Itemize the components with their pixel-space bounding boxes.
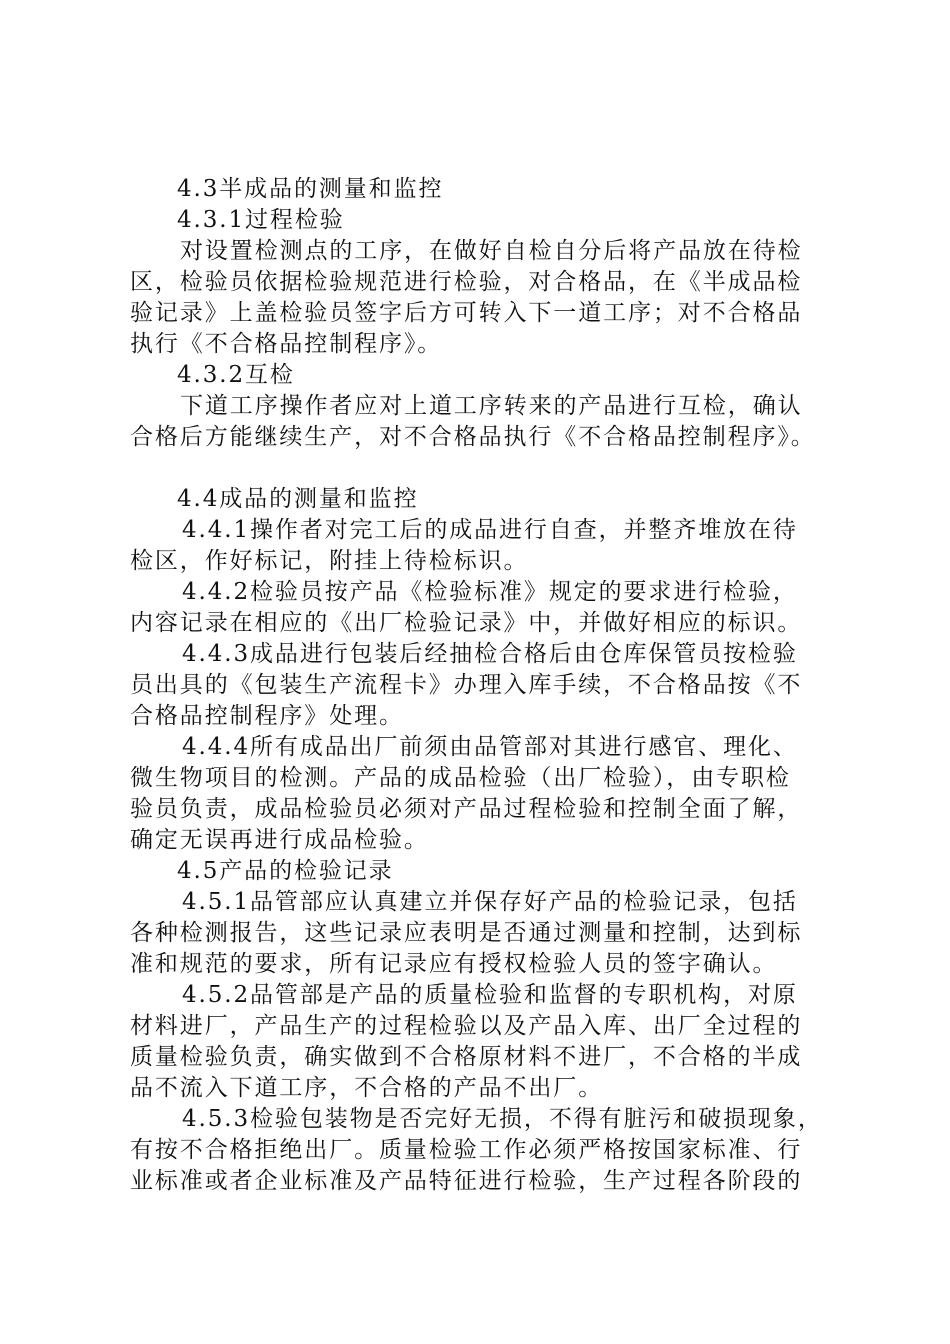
- paragraph-line: 区，检验员依据检验规范进行检验，对合格品，在《半成品检: [130, 269, 803, 295]
- paragraph-line: 验记录》上盖检验员签字后方可转入下一道工序；对不合格品: [130, 300, 803, 326]
- paragraph-line: 验员负责，成品检验员必须对产品过程检验和控制全面了解，: [130, 796, 803, 822]
- paragraph-line: 4.4.3成品进行包装后经抽检合格后由仓库保管员按检验: [182, 641, 798, 667]
- paragraph-line: 质量检验负责，确实做到不合格原材料不进厂，不合格的半成: [130, 1044, 803, 1070]
- subsection-heading-4-3-2: 4.3.2互检: [177, 362, 295, 388]
- paragraph-line: 4.5.3检验包装物是否完好无损，不得有脏污和破损现象，: [182, 1106, 823, 1132]
- section-heading-4-4: 4.4成品的测量和监控: [177, 486, 419, 512]
- paragraph-line: 4.5.1品管部应认真建立并保存好产品的检验记录，包括: [182, 889, 798, 915]
- paragraph-gap: [130, 453, 830, 484]
- paragraph-line: 员出具的《包装生产流程卡》办理入库手续，不合格品按《不: [130, 672, 803, 698]
- paragraph-line: 4.4.2检验员按产品《检验标准》规定的要求进行检验，: [182, 579, 798, 605]
- paragraph-line: 4.5.2品管部是产品的质量检验和监督的专职机构，对原: [182, 982, 798, 1008]
- subsection-heading-4-3-1: 4.3.1过程检验: [177, 207, 345, 233]
- section-heading-4-3: 4.3半成品的测量和监控: [177, 176, 444, 202]
- paragraph-line: 确定无误再进行成品检验。: [130, 827, 429, 853]
- paragraph-line: 合格品控制程序》处理。: [130, 703, 404, 729]
- paragraph-line: 品不流入下道工序，不合格的产品不出厂。: [130, 1075, 604, 1101]
- paragraph-line: 4.4.1操作者对完工后的成品进行自查，并整齐堆放在待: [182, 517, 798, 543]
- paragraph-line: 准和规范的要求，所有记录应有授权检验人员的签字确认。: [130, 951, 778, 977]
- paragraph-line: 对设置检测点的工序，在做好自检自分后将产品放在待检: [180, 238, 803, 264]
- paragraph-line: 有按不合格拒绝出厂。质量检验工作必须严格按国家标准、行: [130, 1137, 803, 1163]
- paragraph-line: 下道工序操作者应对上道工序转来的产品进行互检，确认: [180, 393, 803, 419]
- paragraph-line: 材料进厂，产品生产的过程检验以及产品入库、出厂全过程的: [130, 1013, 803, 1039]
- paragraph-line: 执行《不合格品控制程序》。: [130, 331, 443, 357]
- paragraph-line: 各种检测报告，这些记录应表明是否通过测量和控制，达到标: [130, 920, 803, 946]
- paragraph-line: 4.4.4所有成品出厂前须由品管部对其进行感官、理化、: [182, 734, 798, 760]
- paragraph-line: 微生物项目的检测。产品的成品检验（出厂检验），由专职检: [130, 765, 791, 791]
- paragraph-line: 检区，作好标记，附挂上待检标识。: [130, 548, 529, 574]
- document-body: [130, 174, 830, 1197]
- paragraph-line: 业标准或者企业标准及产品特征进行检验，生产过程各阶段的: [130, 1168, 803, 1194]
- section-heading-4-5: 4.5产品的检验记录: [177, 858, 394, 884]
- paragraph-line: 内容记录在相应的《出厂检验记录》中，并做好相应的标识。: [130, 610, 803, 636]
- paragraph-line: 合格后方能继续生产，对不合格品执行《不合格品控制程序》。: [130, 424, 816, 450]
